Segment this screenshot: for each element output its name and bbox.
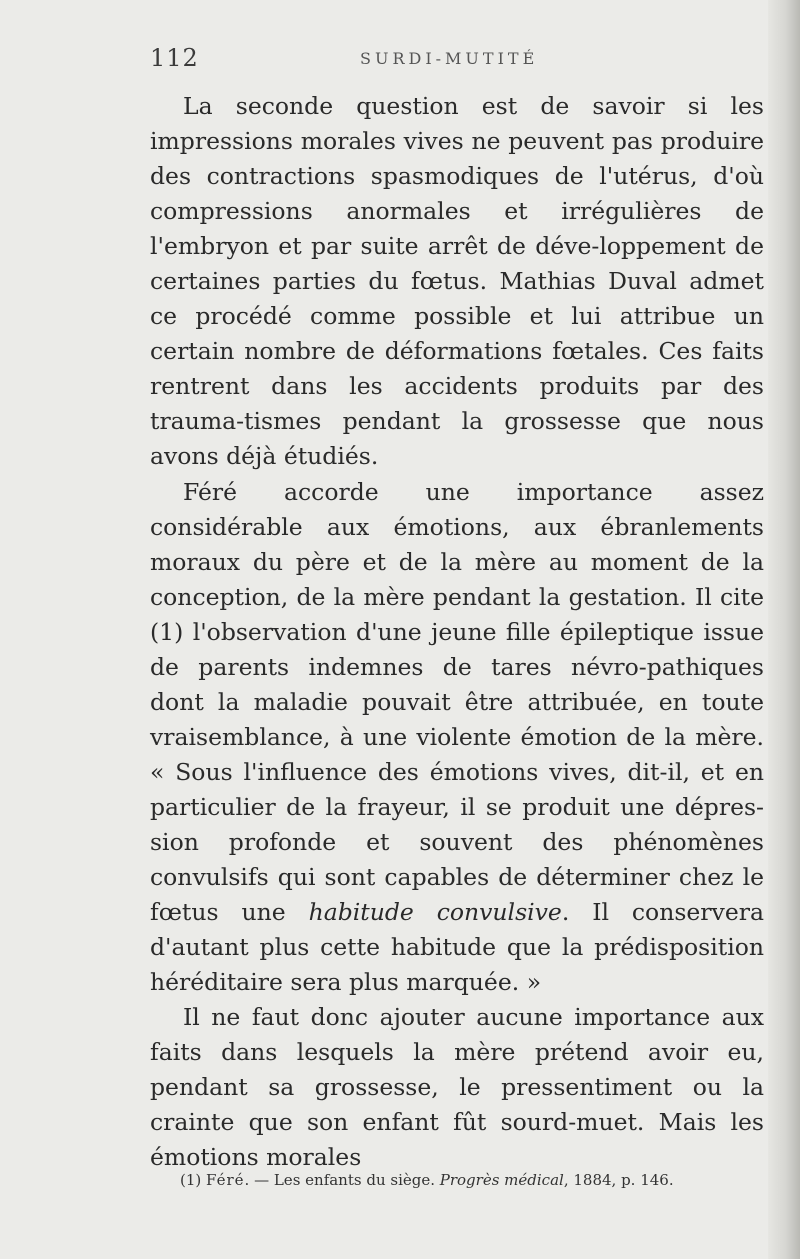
footnote-reference-detail: , 1884, p. 146. bbox=[563, 1171, 674, 1189]
footnote-reference: (1) bbox=[150, 617, 184, 646]
footnote-journal: Progrès médical bbox=[439, 1171, 564, 1189]
paragraph bbox=[150, 1000, 764, 1175]
paragraph-text: Féré accorde une importance assez considérable aux émotions, aux ébranlements moraux du père et de la mère au moment de la conception, de la mère pendant la gestation. Il cite bbox=[150, 477, 764, 611]
footnote-text: . — Les enfants du siège. bbox=[244, 1171, 440, 1189]
footnote-author: Féré bbox=[206, 1171, 245, 1189]
paragraph-text: Il ne faut donc ajouter aucune importance aux faits dans lesquels la mère prétend avoir eu, pendant sa grossesse, le pressentiment ou la crainte que son enfant fût sourd-muet. Mais les émotions morales bbox=[150, 1003, 764, 1172]
paragraph-text: l'observation d'une jeune fille épileptique issue de parents indemnes de tares névro-pathiques dont la maladie pouvait être attribuée, en toute vraisemblance, à une violente émotion de la mère. « Sous l'influence des émotions vives, dit-il, et en particulier de la frayeur, il se produit une dépres-sion profonde et souvent des phénomènes convulsifs qui sont capables de déterminer chez le fœtus une bbox=[150, 617, 764, 927]
page-header bbox=[150, 44, 760, 74]
page-number: 112 bbox=[150, 44, 199, 72]
italic-phrase: habitude convulsive bbox=[308, 898, 562, 927]
page-edge-shadow bbox=[768, 0, 800, 1259]
paragraph bbox=[150, 89, 764, 475]
paragraph-text: . Il conservera d'autant plus cette habitude que la prédisposition héréditaire sera plus marquée. » bbox=[150, 898, 764, 997]
footnote bbox=[180, 1170, 770, 1190]
paragraph-text: La seconde question est de savoir si les impressions morales vives ne peuvent pas produire des contractions spasmodiques de l'utérus, d'où compressions anormales et irrégulières de l'embryon et par suite arrêt de déve-loppement de certaines parties du fœtus. Mathias Duval admet ce procédé comme possible et lui attribue un certain nombre de déformations fœtales. Ces faits rentrent dans les accidents produits par des trauma-tismes pendant la grossesse que nous avons déjà étudiés. bbox=[150, 92, 764, 471]
paragraph bbox=[150, 475, 764, 1001]
footnote-marker: (1) bbox=[180, 1171, 202, 1189]
running-title: SURDI-MUTITÉ bbox=[360, 49, 539, 68]
body-text bbox=[150, 89, 764, 1175]
